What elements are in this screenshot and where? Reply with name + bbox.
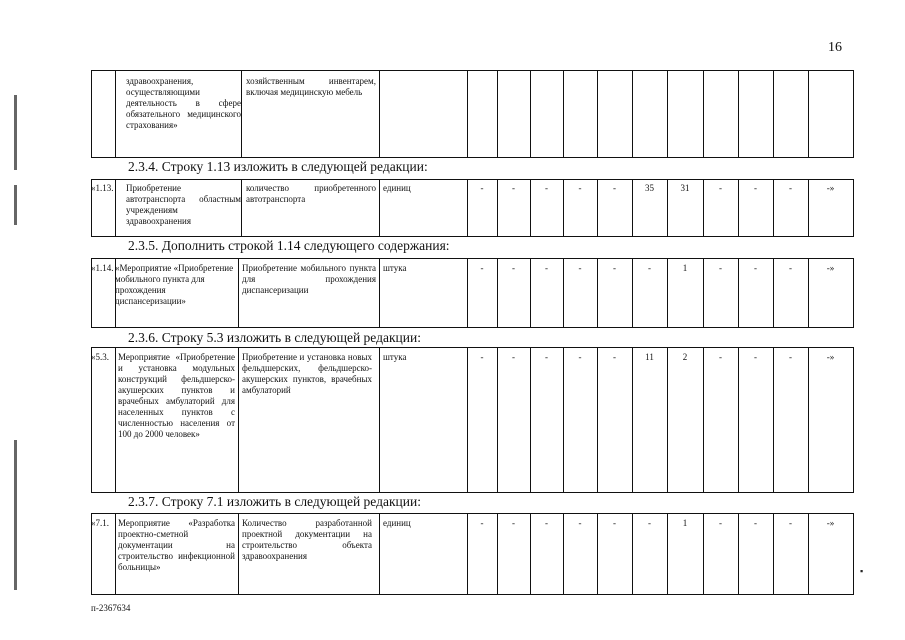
value-cell: -» — [826, 518, 835, 528]
grid-vline — [497, 70, 498, 157]
value-cell: - — [578, 352, 582, 362]
grid-vline — [241, 70, 242, 157]
value-cell: - — [512, 518, 515, 528]
grid-vline — [703, 70, 704, 157]
value-cell: - — [789, 183, 792, 193]
row-name: Мероприятие «Разработка проектно-сметной документации на строительство инфекционной больницы» — [118, 518, 235, 572]
row-unit: единиц — [383, 518, 411, 528]
value-cell: - — [512, 263, 515, 273]
grid-vline — [597, 513, 598, 594]
value-cell: 11 — [645, 352, 654, 362]
grid-hline — [91, 179, 854, 180]
grid-vline — [703, 513, 704, 594]
row-indicator: Приобретение мобильного пункта для прохождения диспансеризации — [242, 263, 376, 295]
continuation-indicator-cell: хозяйственным инвентарем, включая медицинскую мебель — [246, 76, 376, 97]
value-cell: - — [613, 183, 616, 193]
grid-vline — [379, 258, 380, 327]
value-cell: - — [648, 518, 651, 528]
grid-vline — [703, 347, 704, 492]
grid-vline — [238, 513, 239, 594]
value-cell: - — [789, 352, 792, 362]
row-unit: единиц — [383, 183, 411, 193]
value-cell: 2 — [682, 352, 688, 362]
grid-vline — [379, 513, 380, 594]
value-cell: - — [719, 183, 722, 193]
value-cell: - — [719, 263, 722, 273]
value-cell: - — [578, 263, 582, 273]
grid-hline — [91, 157, 854, 158]
grid-vline — [808, 179, 809, 236]
grid-vline — [773, 347, 774, 492]
grid-vline — [563, 179, 564, 236]
page-number: 16 — [828, 40, 842, 55]
grid-vline — [773, 513, 774, 594]
grid-vline — [738, 179, 739, 236]
scan-margin-mark — [14, 440, 17, 590]
section-heading: 2.3.4. Строку 1.13 изложить в следующей редакции: — [128, 159, 428, 174]
document-code: п-2367634 — [91, 603, 131, 613]
row-indicator: Приобретение и установка новых фельдшерских, фельдшерско-акушерских пунктов, врачебных амбулаторий — [242, 352, 372, 395]
grid-vline — [808, 258, 809, 327]
section-heading: 2.3.5. Дополнить строкой 1.14 следующего содержания: — [128, 238, 450, 253]
grid-vline — [738, 513, 739, 594]
grid-vline — [738, 347, 739, 492]
value-cell: - — [480, 352, 484, 362]
value-cell: -» — [826, 183, 835, 193]
grid-vline — [238, 258, 239, 327]
grid-vline — [632, 70, 633, 157]
grid-vline — [773, 179, 774, 236]
grid-vline — [379, 179, 380, 236]
grid-vline — [497, 258, 498, 327]
grid-vline — [563, 70, 564, 157]
grid-vline — [632, 179, 633, 236]
grid-vline — [773, 258, 774, 327]
value-cell: - — [545, 518, 548, 528]
grid-vline — [467, 70, 468, 157]
value-cell: - — [613, 352, 616, 362]
grid-vline — [808, 513, 809, 594]
grid-vline — [467, 513, 468, 594]
grid-vline — [632, 258, 633, 327]
grid-vline — [808, 70, 809, 157]
grid-vline — [597, 258, 598, 327]
grid-vline — [738, 70, 739, 157]
value-cell: - — [545, 263, 548, 273]
grid-vline — [115, 347, 116, 492]
scan-margin-mark — [14, 185, 17, 225]
grid-vline — [530, 513, 531, 594]
grid-hline — [91, 258, 854, 259]
row-number: «1.13. — [91, 183, 114, 193]
value-cell: - — [648, 263, 651, 273]
grid-vline — [497, 347, 498, 492]
value-cell: -» — [826, 263, 835, 273]
value-cell: - — [613, 263, 616, 273]
grid-hline — [91, 492, 854, 493]
value-cell: - — [754, 352, 757, 362]
value-cell: - — [719, 352, 722, 362]
grid-hline — [91, 513, 854, 514]
grid-hline — [91, 327, 854, 328]
row-indicator: количество приобретенного автотранспорта — [246, 183, 376, 204]
value-cell: - — [754, 263, 757, 273]
grid-vline — [632, 347, 633, 492]
section-heading: 2.3.7. Строку 7.1 изложить в следующей редакции: — [128, 494, 421, 509]
value-cell: - — [754, 518, 757, 528]
row-number: «5.3. — [91, 352, 109, 362]
grid-hline — [91, 347, 854, 348]
grid-vline — [853, 347, 854, 492]
grid-vline — [667, 258, 668, 327]
grid-vline — [530, 258, 531, 327]
grid-hline — [91, 70, 854, 71]
grid-vline — [241, 179, 242, 236]
grid-vline — [467, 258, 468, 327]
grid-vline — [497, 513, 498, 594]
value-cell: - — [719, 518, 722, 528]
continuation-name-cell: здравоохранения, осуществляющими деятельность в сфере обязательного медицинского страхования» — [126, 76, 241, 130]
grid-vline — [530, 70, 531, 157]
value-cell: 1 — [682, 518, 688, 528]
grid-hline — [91, 236, 854, 237]
grid-vline — [563, 347, 564, 492]
grid-vline — [853, 70, 854, 157]
grid-vline — [853, 258, 854, 327]
value-cell: 31 — [680, 183, 690, 193]
grid-vline — [597, 70, 598, 157]
row-indicator: Количество разработанной проектной документации на строительство объекта здравоохранения — [242, 518, 372, 561]
grid-vline — [667, 179, 668, 236]
row-name: «Мероприятие «Приобретение мобильного пункта для прохождения диспансеризации» — [115, 263, 234, 306]
grid-vline — [563, 258, 564, 327]
value-cell: - — [578, 518, 582, 528]
scan-speck: ▪ — [860, 566, 864, 576]
grid-vline — [853, 179, 854, 236]
row-unit: штука — [383, 263, 407, 273]
grid-vline — [530, 347, 531, 492]
row-unit: штука — [383, 352, 407, 362]
value-cell: -» — [826, 352, 835, 362]
value-cell: - — [480, 263, 484, 273]
grid-vline — [667, 70, 668, 157]
row-name: Мероприятие «Приобретение и установка модульных конструкций фельдшерско-акушерских пунктов и врачебных амбулаторий для населенных пунктов с численностью населения от 100 до 2000 человек» — [118, 352, 235, 439]
value-cell: 35 — [645, 183, 654, 193]
grid-vline — [773, 70, 774, 157]
grid-vline — [667, 513, 668, 594]
scan-margin-mark — [14, 95, 17, 170]
grid-vline — [703, 258, 704, 327]
grid-vline — [632, 513, 633, 594]
grid-vline — [667, 347, 668, 492]
grid-vline — [91, 347, 92, 492]
value-cell: - — [480, 183, 484, 193]
grid-vline — [530, 179, 531, 236]
grid-vline — [738, 258, 739, 327]
grid-vline — [597, 347, 598, 492]
grid-vline — [853, 513, 854, 594]
grid-vline — [808, 347, 809, 492]
grid-vline — [115, 70, 116, 157]
row-number: «7.1. — [91, 518, 109, 528]
value-cell: - — [545, 352, 548, 362]
grid-vline — [497, 179, 498, 236]
grid-vline — [379, 70, 380, 157]
value-cell: - — [512, 352, 515, 362]
grid-vline — [91, 70, 92, 157]
value-cell: - — [578, 183, 582, 193]
grid-vline — [703, 179, 704, 236]
row-name: Приобретение автотранспорта областным учреждениям здравоохранения — [126, 183, 241, 226]
grid-vline — [467, 179, 468, 236]
value-cell: - — [545, 183, 548, 193]
grid-hline — [91, 594, 854, 595]
grid-vline — [563, 513, 564, 594]
value-cell: 1 — [682, 263, 688, 273]
grid-vline — [467, 347, 468, 492]
grid-vline — [597, 179, 598, 236]
value-cell: - — [480, 518, 484, 528]
section-heading: 2.3.6. Строку 5.3 изложить в следующей редакции: — [128, 330, 421, 345]
grid-vline — [238, 347, 239, 492]
value-cell: - — [613, 518, 616, 528]
value-cell: - — [754, 183, 757, 193]
row-number: «1.14. — [91, 263, 114, 273]
value-cell: - — [789, 518, 792, 528]
grid-vline — [379, 347, 380, 492]
value-cell: - — [789, 263, 792, 273]
value-cell: - — [512, 183, 515, 193]
